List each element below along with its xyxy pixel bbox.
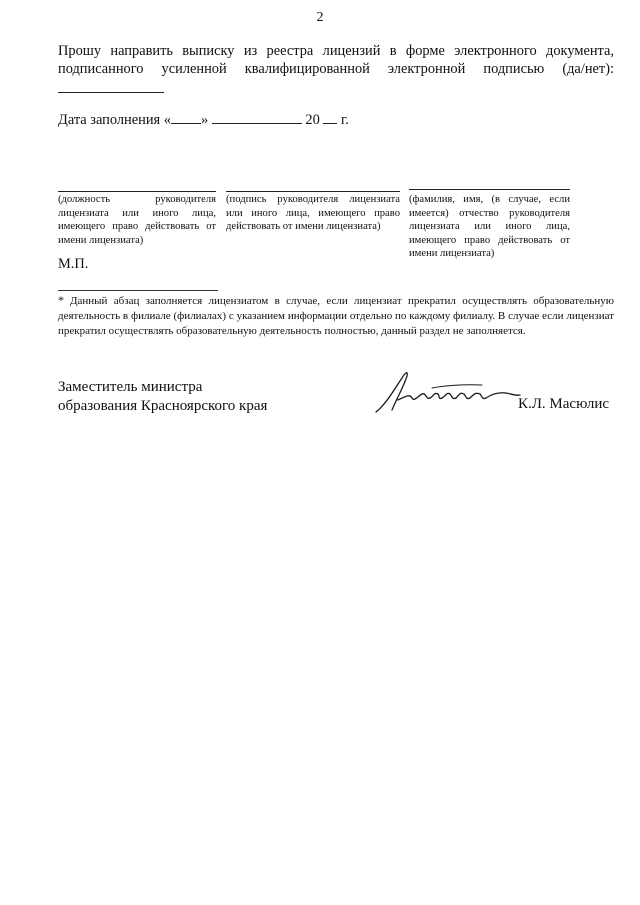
fill-date-label: Дата заполнения « bbox=[58, 112, 171, 128]
request-paragraph: Прошу направить выписку из реестра лицензий в форме электронного документа, подписанного усиленной квалифицированной электронной подписью (да/нет): bbox=[58, 43, 614, 77]
signer-name: К.Л. Масюлис bbox=[518, 396, 610, 412]
fill-date-quote-close: » bbox=[200, 112, 209, 128]
footnote-text: Данный абзац заполняется лицензиатом в случае, если лицензиат прекратил осуществлять образовательную деятельность в филиале (филиалах) с указанием информации отдельно по каждому филиалу. В случае если лицензиат прекратил осуществлять образовательную деятельность полностью, данный раздел не заполняется. bbox=[58, 295, 614, 337]
footnote-marker: * bbox=[58, 293, 64, 307]
signer-title bbox=[58, 378, 267, 416]
year-suffix: г. bbox=[341, 112, 349, 128]
signer-title-line-2: образования Красноярского края bbox=[58, 398, 268, 414]
answer-blank-line bbox=[58, 92, 164, 93]
position-signature-line bbox=[58, 191, 216, 192]
year-blank bbox=[323, 110, 337, 124]
handwritten-signature bbox=[372, 360, 522, 420]
year-prefix: 20 bbox=[305, 112, 320, 128]
fill-date-line bbox=[58, 110, 349, 129]
day-blank bbox=[171, 110, 201, 124]
signer-title-line-1: Заместитель министра bbox=[58, 379, 203, 395]
month-blank bbox=[212, 110, 302, 124]
name-signature-line bbox=[409, 189, 570, 190]
footnote bbox=[58, 293, 614, 339]
page-number: 2 bbox=[316, 10, 324, 25]
footnote-separator bbox=[58, 290, 218, 291]
stamp-label: М.П. bbox=[58, 256, 89, 272]
signature-caption: (подпись руководителя лицензиата или иного лица, имеющего право действовать от имени лицензиата) bbox=[226, 194, 400, 233]
signature-line bbox=[226, 191, 400, 192]
position-caption: (должность руководителя лицензиата или иного лица, имеющего право действовать от имени лицензиата) bbox=[58, 194, 216, 246]
name-caption: (фамилия, имя, (в случае, если имеется) отчество руководителя лицензиата или иного лица, имеющего право действовать от имени лицензиата) bbox=[409, 194, 570, 260]
